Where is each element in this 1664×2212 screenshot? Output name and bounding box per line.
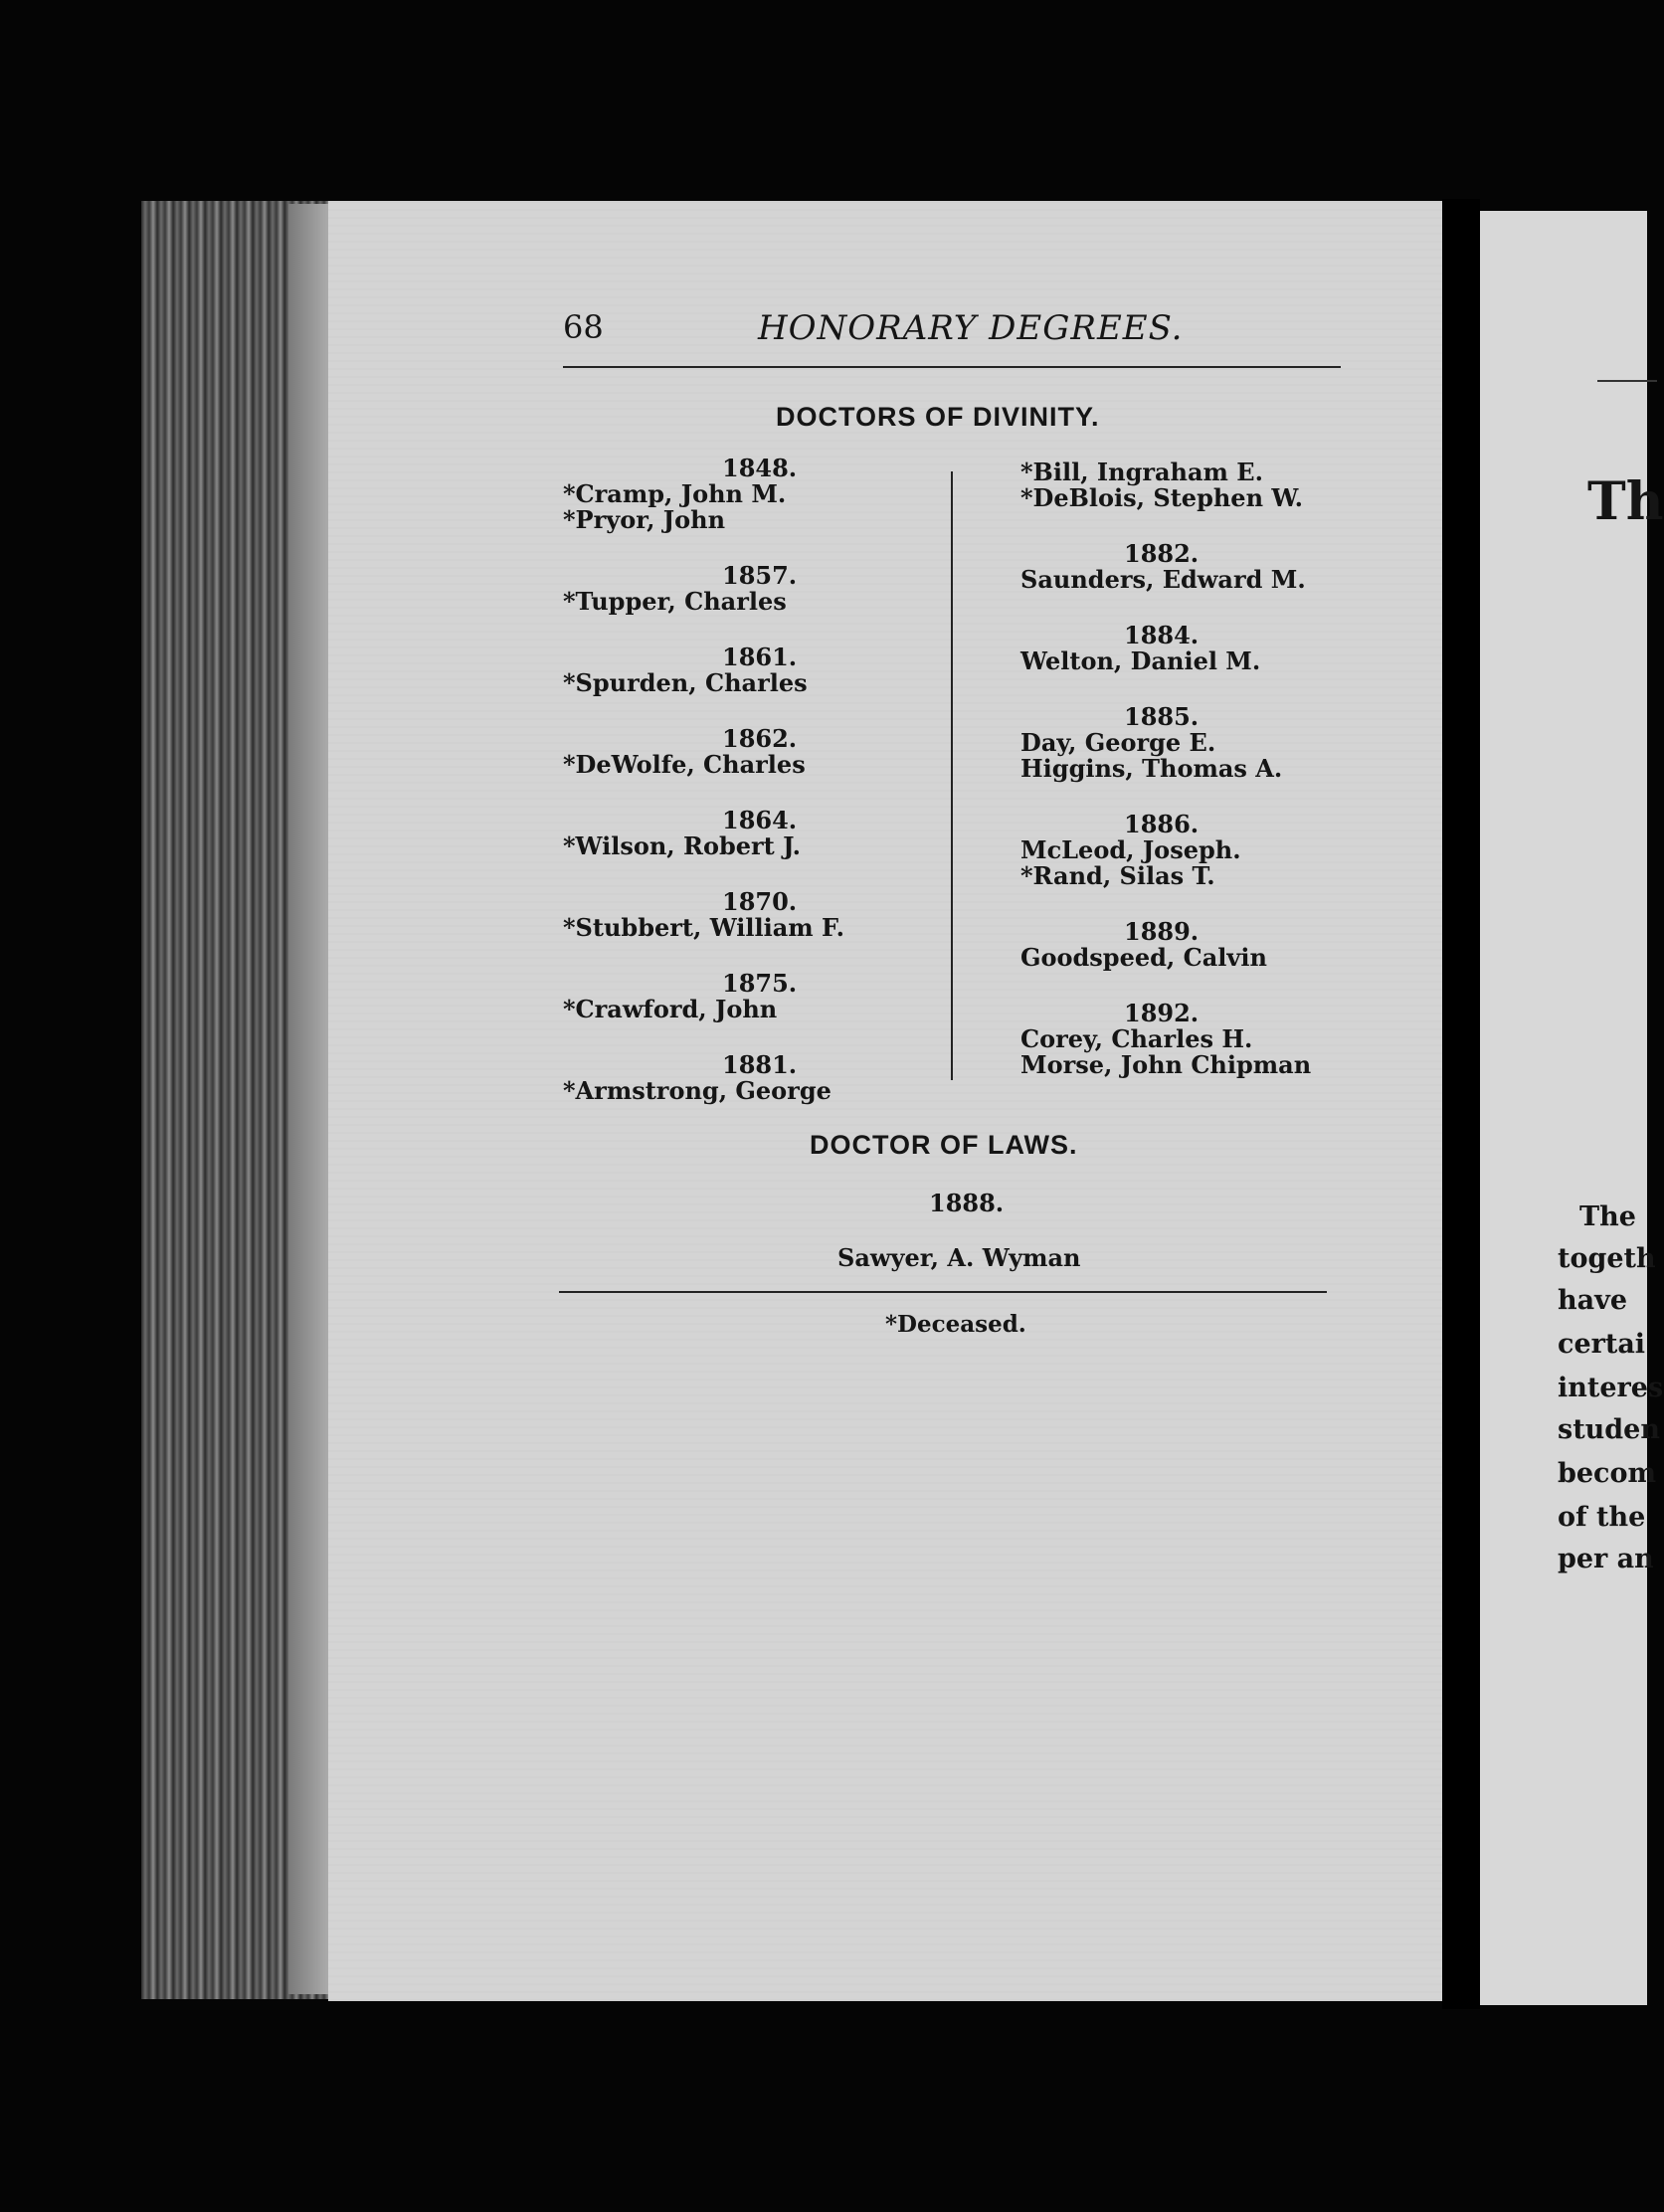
laws-year: 1888. bbox=[929, 1189, 1005, 1217]
footer-rule bbox=[559, 1291, 1327, 1293]
divinity-year: 1870. bbox=[722, 887, 798, 916]
facing-page-line: becom bbox=[1558, 1458, 1657, 1489]
facing-page-line: have bbox=[1558, 1285, 1627, 1316]
divinity-year: 1875. bbox=[722, 969, 798, 998]
facing-page-rule bbox=[1597, 380, 1657, 382]
divinity-recipient: *Pryor, John bbox=[563, 505, 726, 534]
divinity-year: 1882. bbox=[1124, 539, 1200, 568]
divinity-year: 1857. bbox=[722, 561, 798, 590]
divinity-recipient: *DeWolfe, Charles bbox=[563, 750, 806, 779]
divinity-recipient: *Spurden, Charles bbox=[563, 668, 808, 697]
divinity-recipient: Goodspeed, Calvin bbox=[1020, 943, 1267, 972]
divinity-year: 1892. bbox=[1124, 999, 1200, 1027]
footnote: *Deceased. bbox=[885, 1311, 1026, 1338]
divinity-year: 1886. bbox=[1124, 810, 1200, 838]
divinity-year: 1885. bbox=[1124, 702, 1200, 731]
facing-page-heading: Th bbox=[1587, 471, 1664, 532]
divinity-year: 1861. bbox=[722, 643, 798, 671]
page-number: 68 bbox=[563, 308, 604, 346]
doctors-of-divinity-heading: DOCTORS OF DIVINITY. bbox=[776, 402, 1100, 432]
page-title: HONORARY DEGREES. bbox=[758, 308, 1184, 348]
divinity-recipient: *Stubbert, William F. bbox=[563, 913, 844, 942]
divinity-recipient: *Wilson, Robert J. bbox=[563, 831, 801, 860]
divinity-recipient: *DeBlois, Stephen W. bbox=[1020, 483, 1303, 512]
divinity-recipient: *Armstrong, George bbox=[563, 1076, 832, 1105]
facing-page-line: togeth bbox=[1558, 1243, 1656, 1274]
divinity-recipient: *Rand, Silas T. bbox=[1020, 861, 1215, 890]
facing-page bbox=[1480, 211, 1664, 2005]
header-rule bbox=[563, 366, 1341, 368]
divinity-year: 1881. bbox=[722, 1050, 798, 1079]
divinity-recipient: *Cramp, John M. bbox=[563, 479, 787, 508]
book-page-edge-shadow bbox=[288, 204, 332, 1994]
divinity-recipient: Corey, Charles H. bbox=[1020, 1024, 1253, 1053]
facing-page-line: of the bbox=[1558, 1502, 1646, 1533]
divinity-year: 1862. bbox=[722, 724, 798, 753]
divinity-recipient: Welton, Daniel M. bbox=[1020, 646, 1261, 675]
facing-page-line: per an bbox=[1558, 1544, 1654, 1574]
facing-page-line: studen bbox=[1558, 1414, 1660, 1445]
divinity-recipient: *Crawford, John bbox=[563, 995, 778, 1023]
divinity-recipient: McLeod, Joseph. bbox=[1020, 835, 1241, 864]
facing-page-line: interes bbox=[1558, 1373, 1664, 1403]
book-gutter bbox=[1442, 199, 1480, 2009]
divinity-year: 1889. bbox=[1124, 917, 1200, 946]
divinity-recipient: *Bill, Ingraham E. bbox=[1020, 458, 1263, 486]
book-page bbox=[328, 201, 1462, 2001]
divinity-year: 1884. bbox=[1124, 621, 1200, 649]
divinity-recipient: Higgins, Thomas A. bbox=[1020, 754, 1283, 783]
facing-page-line: The bbox=[1579, 1201, 1636, 1232]
divinity-year: 1864. bbox=[722, 806, 798, 834]
divinity-recipient: Morse, John Chipman bbox=[1020, 1050, 1312, 1079]
facing-page-line: certai bbox=[1558, 1329, 1646, 1360]
divinity-recipient: Day, George E. bbox=[1020, 728, 1216, 757]
laws-recipient: Sawyer, A. Wyman bbox=[837, 1243, 1081, 1272]
divinity-recipient: *Tupper, Charles bbox=[563, 587, 787, 616]
divinity-recipient: Saunders, Edward M. bbox=[1020, 565, 1306, 594]
column-divider bbox=[951, 471, 953, 1080]
divinity-year: 1848. bbox=[722, 454, 798, 482]
doctor-of-laws-heading: DOCTOR OF LAWS. bbox=[810, 1130, 1078, 1160]
